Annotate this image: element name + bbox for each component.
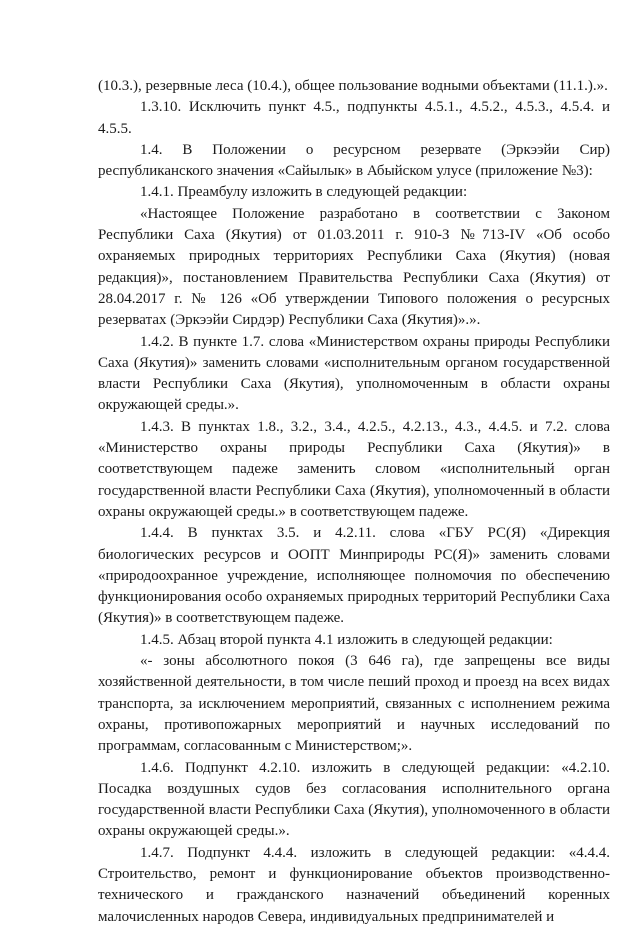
paragraph: 1.4.7. Подпункт 4.4.4. изложить в следующей редакции: «4.4.4. Строительство, ремонт и функционирование объектов производственно-технического и гражданского назначений объединений коренных малочисленных народов Севера, индивидуальных предпринимателей и [98, 844, 610, 925]
paragraph: 1.3.10. Исключить пункт 4.5., подпункты 4.5.1., 4.5.2., 4.5.3., 4.5.4. и 4.5.5. [98, 99, 610, 137]
paragraph: 1.4.3. В пунктах 1.8., 3.2., 3.4., 4.2.5., 4.2.13., 4.3., 4.4.5. и 7.2. слова «Министерство охраны природы Республики Саха (Якутия)» в соответствующем падеже заменить словом «исполнительный орган государственной власти Республики Саха (Якутия), уполномоченный в области охраны окружающей среды.» в соответствующем падеже. [98, 418, 610, 520]
paragraph: (10.3.), резервные леса (10.4.), общее пользование водными объектами (11.1.).». [98, 78, 608, 94]
paragraph: 1.4.2. В пункте 1.7. слова «Министерством охраны природы Республики Саха (Якутия)» заменить словами «исполнительным органом государственной власти Республики Саха (Якутия), уполномоченным в области охраны окружающей среды.». [98, 333, 610, 414]
document-page [98, 76, 610, 928]
paragraph: «Настоящее Положение разработано в соответствии с Законом Республики Саха (Якутия) от 01.03.2011 г. 910-З №713-IV «Об особо охраняемых природных территориях Республики Саха (Якутия) (новая редакция)», постановлением Правительства Республики Саха (Якутия) от 28.04.2017 г. № 126 «Об утверждении Типового положения о ресурсных резерватах (Эркээйи Сирдэр) Республики Саха (Якутия)».». [98, 205, 610, 329]
paragraph: 1.4.1. Преамбулу изложить в следующей редакции: [140, 184, 468, 201]
paragraph: 1.4.6. Подпункт 4.2.10. изложить в следующей редакции: «4.2.10. Посадка воздушных судов без согласования исполнительного органа государственной власти Республики Саха (Якутия), уполномоченного в области охраны окружающей среды.». [98, 759, 610, 840]
paragraph: 1.4.5. Абзац второй пункта 4.1 изложить в следующей редакции: [140, 631, 553, 648]
paragraph: 1.4. В Положении о ресурсном резервате (Эркээйи Сир) республиканского значения «Сайылык» в Абыйском улусе (приложение №3): [98, 141, 610, 180]
paragraph: «- зоны абсолютного покоя (3 646 га), где запрещены все виды хозяйственной деятельности, в том числе пеший проход и проезд на всех видах транспорта, за исключением мероприятий, связанных с исполнением режима охраны, противопожарных мероприятий и научных исследований по программам, согласованным с Министерством;». [98, 653, 610, 755]
paragraph: 1.4.4. В пунктах 3.5. и 4.2.11. слова «ГБУ РС(Я) «Дирекция биологических ресурсов и ООПТ Минприроды РС(Я)» заменить словами «природоохранное учреждение, исполняющее полномочия по обеспечению функционирования особо охраняемых природных территорий Республики Саха (Якутия)» в соответствующем падеже. [98, 525, 610, 627]
